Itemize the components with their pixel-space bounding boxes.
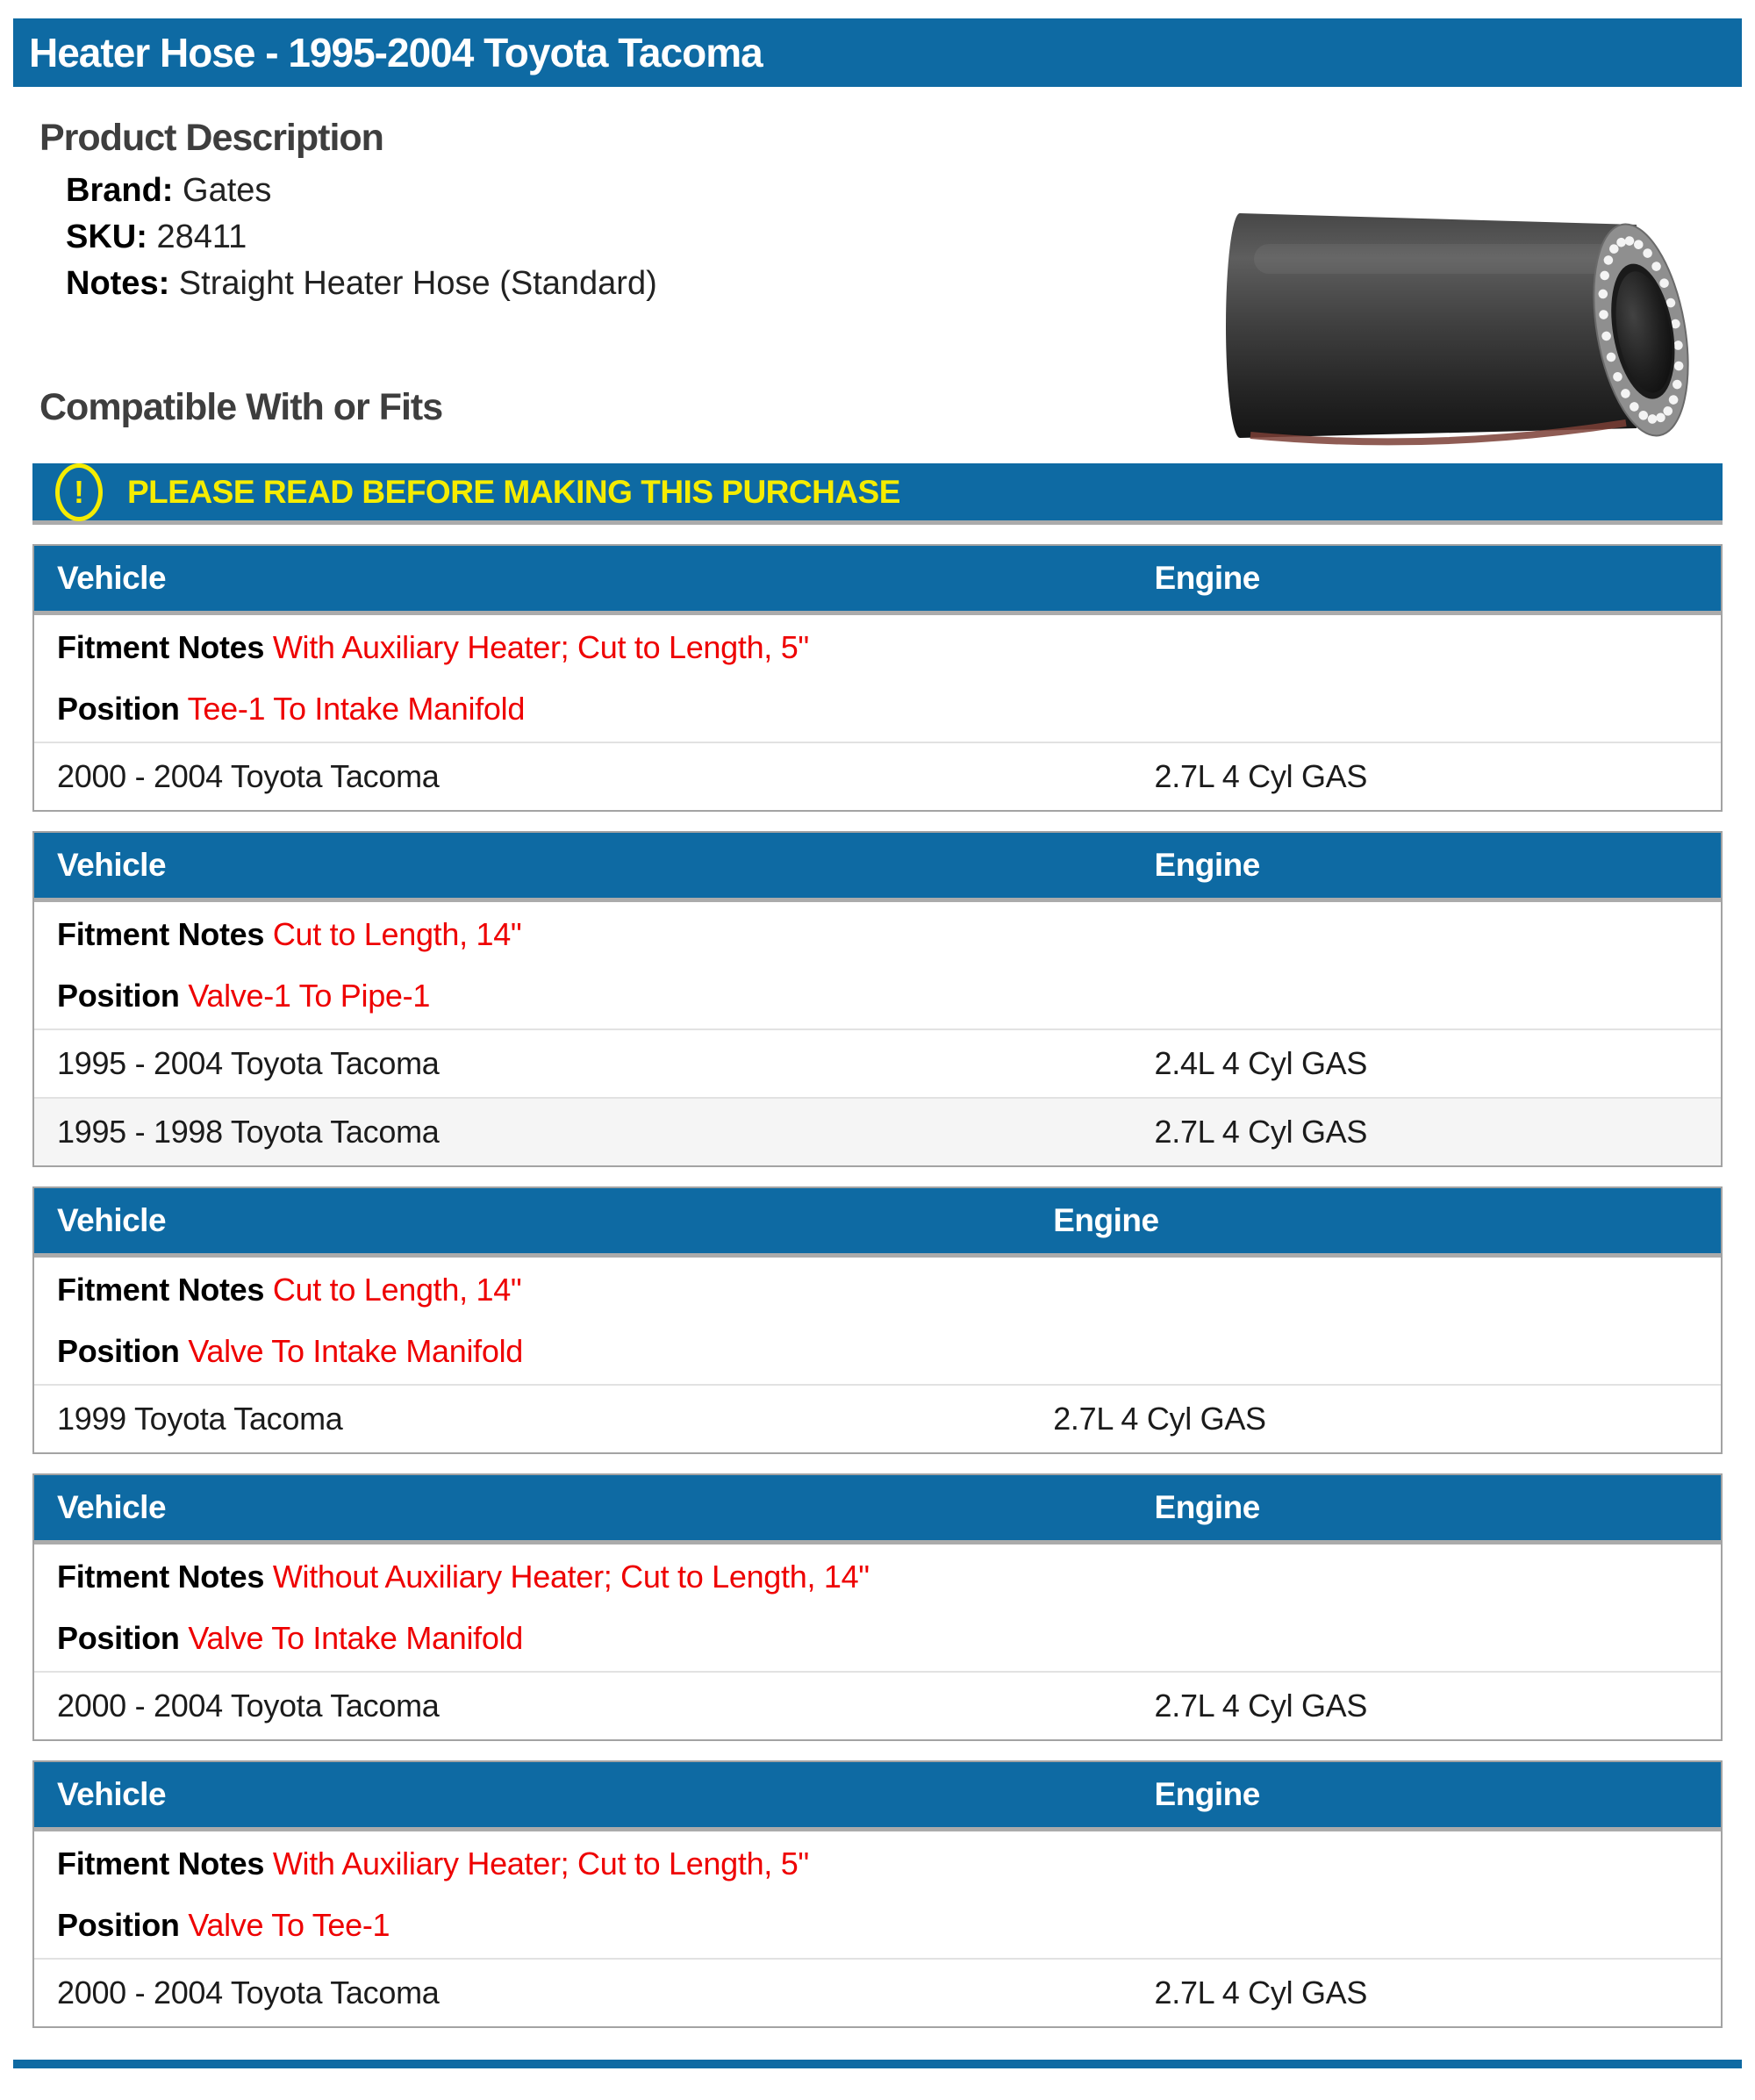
vehicle-column-header: Vehicle xyxy=(57,1202,167,1238)
position-line xyxy=(57,1895,1721,1956)
fitment-table-4 xyxy=(32,1473,1723,1741)
vehicle-cell: 2000 - 2004 Toyota Tacoma xyxy=(57,758,440,794)
product-description-heading: Product Description xyxy=(39,117,383,159)
notes-value: Straight Heater Hose (Standard) xyxy=(178,265,657,302)
position-label: Position xyxy=(57,1620,180,1656)
fitment-notes-value: Without Auxiliary Heater; Cut to Length, 14" xyxy=(272,1559,870,1595)
position-line xyxy=(57,1608,1721,1669)
engine-cell: 2.7L 4 Cyl GAS xyxy=(1154,1688,1368,1724)
fitment-notes-line xyxy=(57,904,1721,965)
engine-cell: 2.4L 4 Cyl GAS xyxy=(1154,1045,1368,1081)
fitment-notes-block xyxy=(34,1545,1721,1673)
fitment-notes-label: Fitment Notes xyxy=(57,916,265,952)
table-row xyxy=(34,1097,1721,1165)
engine-cell: 2.7L 4 Cyl GAS xyxy=(1154,1114,1368,1150)
engine-column-header: Engine xyxy=(1154,1489,1260,1525)
fitment-notes-label: Fitment Notes xyxy=(57,1272,265,1308)
table-header xyxy=(34,1762,1721,1831)
alert-icon: ! xyxy=(55,463,103,521)
table-header xyxy=(34,1188,1721,1258)
position-label: Position xyxy=(57,691,180,727)
position-line xyxy=(57,678,1721,740)
fitment-table-3 xyxy=(32,1186,1723,1454)
fitment-notes-label: Fitment Notes xyxy=(57,1846,265,1881)
sku-value: 28411 xyxy=(156,219,247,255)
vehicle-cell: 2000 - 2004 Toyota Tacoma xyxy=(57,1975,440,2010)
fitment-notes-label: Fitment Notes xyxy=(57,1559,265,1595)
engine-cell: 2.7L 4 Cyl GAS xyxy=(1154,1975,1368,2010)
position-line xyxy=(57,1321,1721,1382)
vehicle-cell: 2000 - 2004 Toyota Tacoma xyxy=(57,1688,440,1724)
table-row xyxy=(34,743,1721,810)
position-value: Valve To Intake Manifold xyxy=(188,1333,524,1369)
fitment-notes-line xyxy=(57,1259,1721,1321)
fitment-notes-value: With Auxiliary Heater; Cut to Length, 5" xyxy=(272,629,809,665)
position-value: Valve To Tee-1 xyxy=(188,1907,390,1943)
vehicle-cell: 1999 Toyota Tacoma xyxy=(57,1401,343,1437)
notes-label: Notes: xyxy=(66,265,170,302)
fitment-notes-line xyxy=(57,1833,1721,1895)
vehicle-column-header: Vehicle xyxy=(57,847,167,883)
position-value: Valve-1 To Pipe-1 xyxy=(188,978,431,1014)
fitment-notes-value: Cut to Length, 14" xyxy=(272,1272,522,1308)
vehicle-cell: 1995 - 2004 Toyota Tacoma xyxy=(57,1045,440,1081)
table-row xyxy=(34,1673,1721,1739)
compatibility-heading: Compatible With or Fits xyxy=(39,386,443,428)
next-section-bar xyxy=(13,2060,1742,2068)
fitment-notes-line xyxy=(57,1546,1721,1608)
fitment-notes-value: Cut to Length, 14" xyxy=(272,916,522,952)
engine-cell: 2.7L 4 Cyl GAS xyxy=(1154,758,1368,794)
table-row xyxy=(34,1386,1721,1452)
position-label: Position xyxy=(57,978,180,1014)
vehicle-column-header: Vehicle xyxy=(57,1776,167,1812)
position-value: Valve To Intake Manifold xyxy=(188,1620,524,1656)
table-header xyxy=(34,546,1721,615)
hose-illustration xyxy=(1224,190,1698,479)
fitment-notes-block xyxy=(34,1258,1721,1386)
product-image-heater-hose xyxy=(1224,190,1698,479)
fitment-table-2 xyxy=(32,831,1723,1167)
engine-column-header: Engine xyxy=(1154,560,1260,596)
table-row xyxy=(34,1960,1721,2026)
fitment-notes-block xyxy=(34,1831,1721,1960)
vehicle-cell: 1995 - 1998 Toyota Tacoma xyxy=(57,1114,440,1150)
warning-text: PLEASE READ BEFORE MAKING THIS PURCHASE xyxy=(127,473,900,510)
brand-label: Brand: xyxy=(66,172,174,209)
table-header xyxy=(34,1475,1721,1545)
table-row xyxy=(34,1030,1721,1097)
fitment-notes-label: Fitment Notes xyxy=(57,629,265,665)
sku-label: SKU: xyxy=(66,219,147,255)
engine-column-header: Engine xyxy=(1154,847,1260,883)
engine-column-header: Engine xyxy=(1154,1776,1260,1812)
position-value: Tee-1 To Intake Manifold xyxy=(187,691,526,727)
fitment-notes-block xyxy=(34,902,1721,1030)
page-title-bar xyxy=(13,18,1742,87)
vehicle-column-header: Vehicle xyxy=(57,1489,167,1525)
engine-column-header: Engine xyxy=(1053,1202,1159,1238)
engine-cell: 2.7L 4 Cyl GAS xyxy=(1053,1401,1266,1437)
brand-value: Gates xyxy=(183,172,272,209)
fitment-table-5 xyxy=(32,1760,1723,2028)
position-line xyxy=(57,965,1721,1027)
fitment-notes-line xyxy=(57,617,1721,678)
fitment-notes-value: With Auxiliary Heater; Cut to Length, 5" xyxy=(272,1846,809,1881)
fitment-notes-block xyxy=(34,615,1721,743)
position-label: Position xyxy=(57,1333,180,1369)
vehicle-column-header: Vehicle xyxy=(57,560,167,596)
table-header xyxy=(34,833,1721,902)
page-title: Heater Hose - 1995-2004 Toyota Tacoma xyxy=(29,30,763,75)
fitment-table-1 xyxy=(32,544,1723,812)
position-label: Position xyxy=(57,1907,180,1943)
